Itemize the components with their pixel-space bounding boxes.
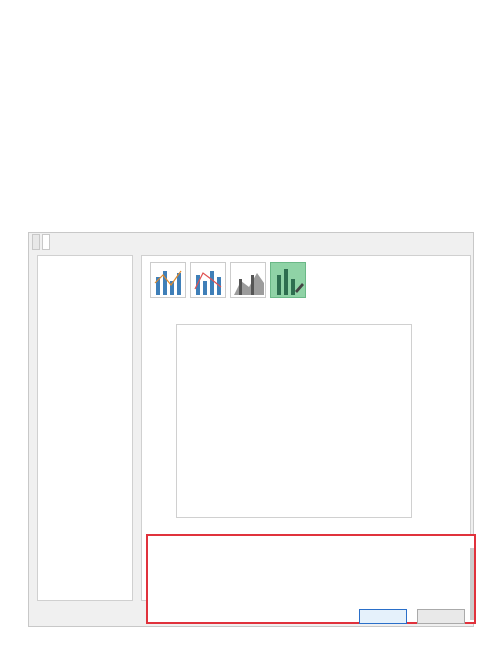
chart-type-main bbox=[141, 255, 471, 601]
combo-thumb-2[interactable] bbox=[190, 262, 226, 298]
series-scrollbar[interactable] bbox=[470, 548, 474, 620]
dialog-tabs bbox=[32, 234, 50, 250]
combo-thumb-3[interactable] bbox=[230, 262, 266, 298]
combo-chart bbox=[177, 325, 413, 519]
combo-thumb-custom[interactable] bbox=[270, 262, 306, 298]
cancel-button[interactable] bbox=[417, 609, 465, 624]
combo-thumbnails bbox=[150, 262, 306, 298]
tab-recommended[interactable] bbox=[32, 234, 40, 250]
ok-button[interactable] bbox=[359, 609, 407, 624]
change-chart-type-dialog bbox=[28, 232, 474, 627]
tab-all-charts[interactable] bbox=[42, 234, 50, 250]
combo-thumb-1[interactable] bbox=[150, 262, 186, 298]
chart-type-sidebar bbox=[37, 255, 133, 601]
chart-preview bbox=[176, 324, 412, 518]
